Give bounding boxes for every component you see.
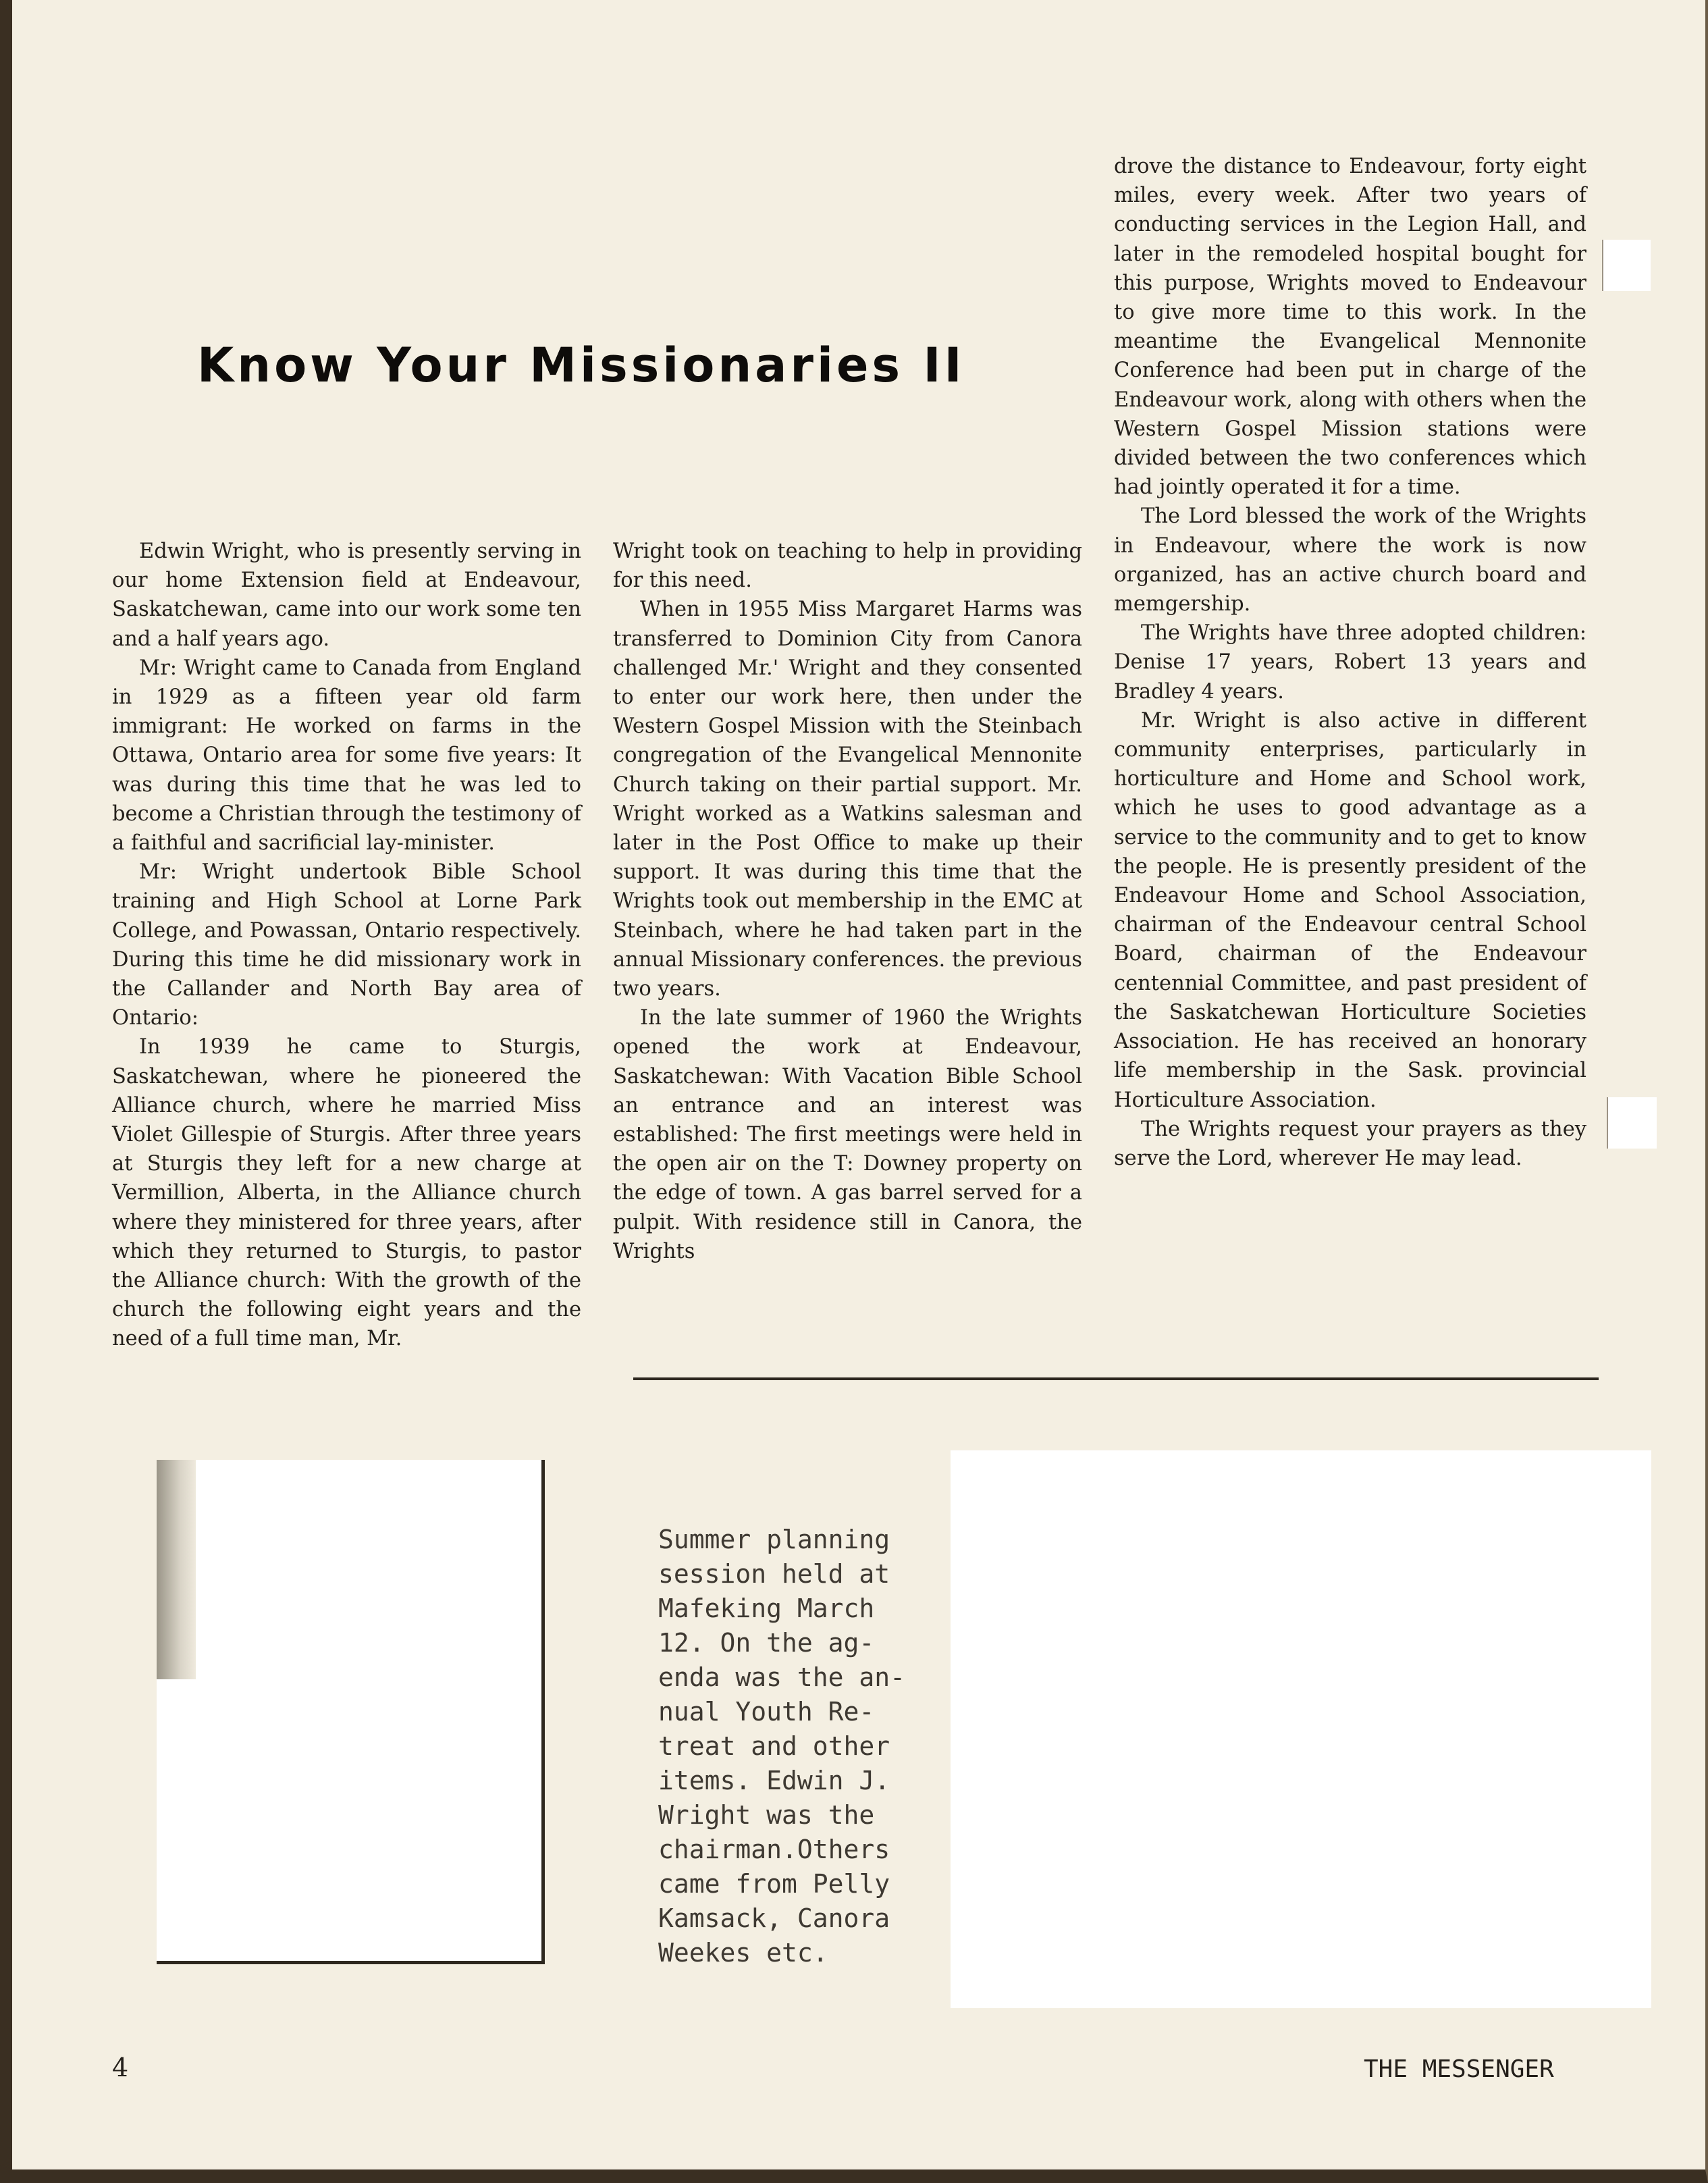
caption-line: session held at xyxy=(658,1559,890,1589)
paragraph: drove the distance to Endeavour, forty eight miles, every week. After two years of conducting services in the Legion Hall, and later in the remodeled hospital bought for this purpose, Wrights moved to Endeavour to give more time to this work. In the meantime the Evangelical Mennonite Conference had been put in charge of the Endeavour work, along with others when the Western Gospel Mission stations were divided between the two conferences which had jointly operated it for a time. xyxy=(1114,155,1586,500)
paragraph: Mr. Wright is also active in different community enterprises, particularly in horticulture and Home and School work, which he uses to good advantage as a service to the community and to get to know the people. He is presently president of the Endeavour Home and School Association, chairman of the Endeavour central School Board, chairman of the Endeavour centennial Committee, and past president of the Saskatchewan Horticulture Societies Association. He has received an honorary life membership in the Sask. provincial Horticulture Association. xyxy=(1114,708,1586,1112)
photo-placeholder-left xyxy=(157,1460,545,1964)
paragraph: The Wrights have three adopted children: Denise 17 years, Robert 13 years and Bradley 4 years. xyxy=(1114,621,1586,704)
caption-line: 12. On the ag- xyxy=(658,1628,875,1658)
section-divider xyxy=(633,1377,1599,1380)
caption-line: treat and other xyxy=(658,1731,890,1761)
article-column-3 xyxy=(1114,152,1586,1173)
paragraph: In 1939 he came to Sturgis, Saskatchewan, where he pioneered the Alliance church, where he married Miss Violet Gillespie of Sturgis. After three years at Sturgis they left for a new charge at Vermillion, Alberta, in the Alliance church where they ministered for three years, after which they returned to Sturgis, to pastor the Alliance church: With the growth of the church the following eight years and the need of a full time man, Mr. xyxy=(112,1035,581,1351)
article-column-2 xyxy=(613,537,1082,1266)
paragraph: When in 1955 Miss Margaret Harms was transferred to Dominion City from Canora challenged Mr.' Wright and they consented to enter our work here, then under the Western Gospel Mission with the Steinbach congregation of the Evangelical Mennonite Church taking on their partial support. Mr. Wright worked as a Watkins salesman and later in the Post Office to make up their support. It was during this time that the Wrights took out membership in the EMC at Steinbach, where he had taken part in the annual Missionary conferences. the previous two years. xyxy=(613,598,1082,1001)
photo-caption xyxy=(658,1523,935,1970)
paragraph: Edwin Wright, who is presently serving in our home Extension field at Endeavour, Saskatchewan, came into our work some ten and a half years ago. xyxy=(112,540,581,651)
paragraph: The Wrights request your prayers as they serve the Lord, wherever He may lead. xyxy=(1114,1117,1586,1170)
article-column-1 xyxy=(112,537,581,1354)
publication-name: THE MESSENGER xyxy=(1364,2055,1554,2083)
caption-line: nual Youth Re- xyxy=(658,1697,875,1727)
paragraph: The Lord blessed the work of the Wrights in Endeavour, where the work is now organized, has an active church board and memgership. xyxy=(1114,504,1586,616)
caption-line: items. Edwin J. xyxy=(658,1766,890,1795)
page-number: 4 xyxy=(112,2053,129,2082)
paragraph: Mr: Wright undertook Bible School training and High School at Lorne Park College, and Powassan, Ontario respectively. During this time he did missionary work in the Callander and North Bay area of Ontario: xyxy=(112,860,581,1030)
caption-line: Wright was the xyxy=(658,1800,875,1830)
paragraph: Mr: Wright came to Canada from England in 1929 as a fifteen year old farm immigrant: He worked on farms in the Ottawa, Ontario area for some five years: It was during this time that he was led to become a Christian through the testimony of a faithful and sacrificial lay-minister. xyxy=(112,656,581,856)
photo-placeholder-right xyxy=(951,1450,1651,2008)
caption-line: Kamsack, Canora xyxy=(658,1903,890,1933)
caption-line: came from Pelly xyxy=(658,1869,890,1899)
photo-edge xyxy=(157,1460,196,1679)
caption-line: Weekes etc. xyxy=(658,1938,828,1968)
paragraph: In the late summer of 1960 the Wrights opened the work at Endeavour, Saskatchewan: With Vacation Bible School an entrance and an interest was established: The first meetings were held in the open air on the T: Downey property on the edge of town. A gas barrel served for a pulpit. With residence still in Canora, the Wrights xyxy=(613,1006,1082,1263)
caption-line: enda was the an- xyxy=(658,1662,906,1692)
article-title: Know Your Missionaries II xyxy=(197,338,965,393)
paper-tab-marker xyxy=(1603,240,1651,291)
paragraph: Wright took on teaching to help in providing for this need. xyxy=(613,540,1082,593)
caption-line: Summer planning xyxy=(658,1525,890,1554)
paper-tab-marker xyxy=(1608,1097,1657,1149)
caption-line: chairman.Others xyxy=(658,1835,890,1864)
caption-line: Mafeking March xyxy=(658,1594,875,1623)
